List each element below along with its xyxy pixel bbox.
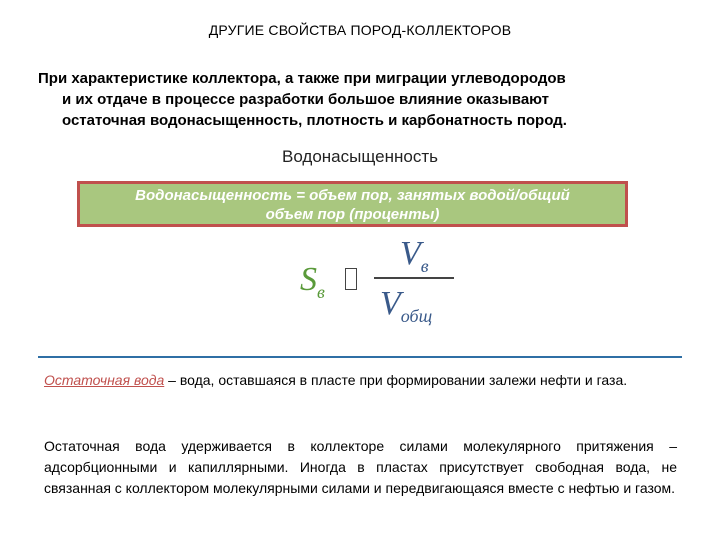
residual-water-text: – вода, оставшаяся в пласте при формировании залежи нефти и газа. bbox=[164, 372, 628, 388]
residual-water-explanation: Остаточная вода удерживается в коллекторе силами молекулярного притяжения – адсорбционными и капиллярными. Иногда в пластах присутствует свободная вода, не связанная с коллектором молекулярными силами и передвигающаяся вместе с нефтью и газом. bbox=[44, 438, 677, 496]
formula-denominator: $V_{общ}$ bbox=[380, 285, 433, 326]
intro-line-2: и их отдаче в процессе разработки большое влияние оказывают bbox=[62, 91, 549, 108]
formula-lhs-subscript: в bbox=[317, 281, 325, 302]
intro-paragraph bbox=[38, 68, 678, 131]
formula-numerator-subscript: в bbox=[420, 255, 429, 276]
formula-missing-glyph bbox=[345, 268, 357, 290]
residual-water-term: Остаточная вода bbox=[44, 372, 165, 388]
definition-box bbox=[77, 181, 628, 227]
formula-fraction-bar bbox=[374, 277, 454, 279]
slide-title: ДРУГИЕ СВОЙСТВА ПОРОД-КОЛЛЕКТОРОВ bbox=[208, 22, 512, 38]
divider-line bbox=[38, 356, 682, 358]
definition-line-2: объем пор (проценты) bbox=[265, 206, 440, 223]
intro-line-1: При характеристике коллектора, а также при миграции углеводородов bbox=[38, 70, 566, 87]
formula-numerator: $V_в$ bbox=[400, 235, 429, 276]
formula-denominator-subscript: общ bbox=[400, 305, 433, 326]
residual-water-definition bbox=[44, 370, 677, 391]
intro-line-3: остаточная водонасыщенность, плотность и карбонатность пород. bbox=[62, 112, 567, 129]
definition-line-1: Водонасыщенность = объем пор, занятых водой/общий bbox=[135, 187, 570, 204]
formula-lhs: $S_в$ bbox=[300, 261, 325, 302]
section-subheading: Водонасыщенность bbox=[282, 147, 438, 166]
